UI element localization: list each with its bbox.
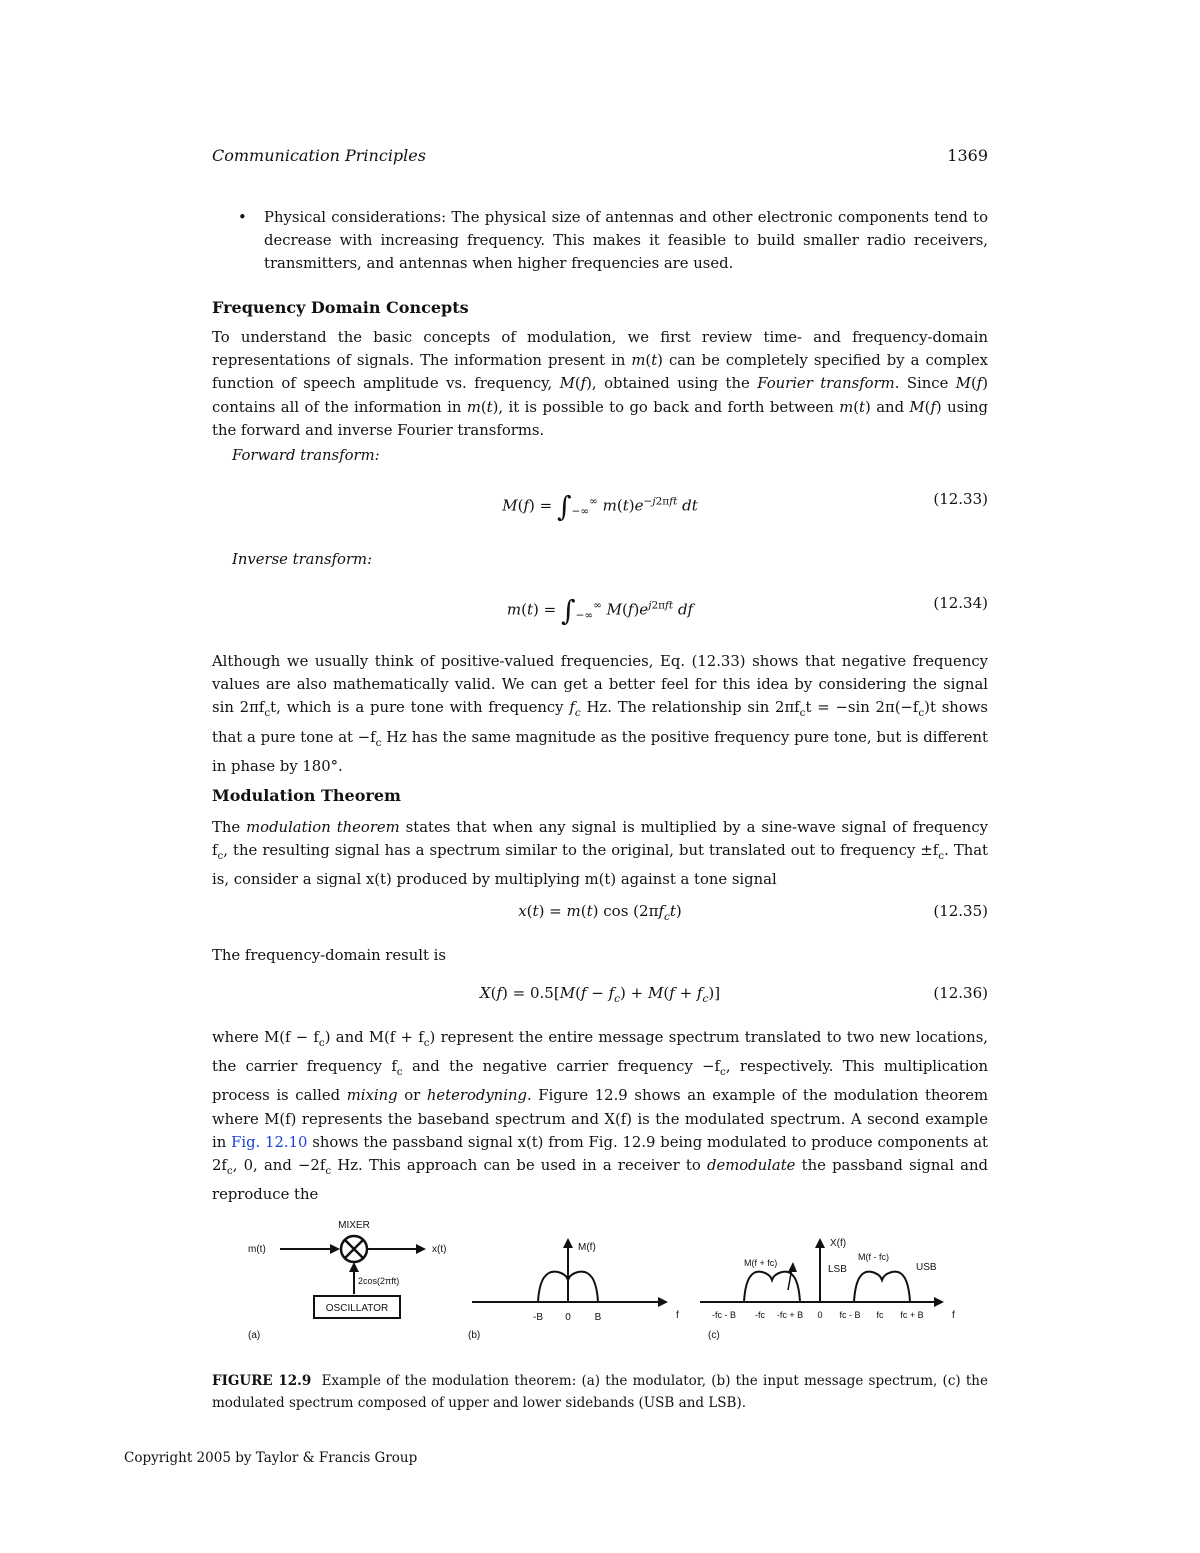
- copyright-footer: Copyright 2005 by Taylor & Francis Group: [124, 1450, 418, 1466]
- oscillator-signal: 2cos(2πft): [358, 1276, 400, 1286]
- heading-modulation-theorem: Modulation Theorem: [212, 786, 401, 805]
- x-axis-arrowhead: [934, 1297, 944, 1307]
- lower-lobe: [744, 1272, 800, 1302]
- paragraph-frequency-result: The frequency-domain result is: [212, 947, 446, 964]
- modulator-diagram: [248, 1220, 446, 1341]
- mixer-label: MIXER: [338, 1220, 370, 1231]
- heading-frequency-domain: Frequency Domain Concepts: [212, 298, 469, 317]
- y-label: M(f): [578, 1242, 596, 1253]
- output-label: x(t): [432, 1244, 447, 1255]
- tick-label: -fc - B: [712, 1310, 736, 1320]
- equation-12-34: $m(t) = \int_{-\infty}^\infty$ $M(f)e^{j2\pi ft}$ df (12.34): [506, 594, 988, 627]
- tick-label: fc: [876, 1310, 884, 1320]
- figure-12-10-link[interactable]: Fig. 12.10: [231, 1133, 308, 1151]
- equation-12-33: $M(f) = \int_{-\infty}^\infty$ $m(t)e^{-j2\pi ft}$ dt (12.33): [502, 490, 988, 523]
- tick-label: fc + B: [900, 1310, 924, 1320]
- output-arrowhead: [416, 1244, 426, 1254]
- figure-svg: [212, 1206, 988, 1346]
- forward-transform-label: Forward transform:: [232, 447, 380, 464]
- left-lobe-label: M(f + fc): [744, 1258, 778, 1268]
- equation-number: (12.33): [933, 490, 988, 508]
- equation-number: (12.36): [933, 984, 988, 1002]
- input-arrowhead: [330, 1244, 340, 1254]
- y-label: X(f): [830, 1238, 847, 1249]
- paragraph-mixing: where $M(f - f_c)$ and $M(f + f_c)$ represent the entire message spectrum translated to two new locations, the carrier frequency $f_c$ and the negative carrier frequency $-f_c$, respectively. This multiplication process is called mixing or heterodyning. Figure 12.9 shows an example of the modulation theorem where M(f) represents the baseband spectrum and X(f) is the modulated spectrum. A second example in Fig. 12.10 shows the passband signal x(t) from Fig. 12.9 being modulated to produce components at $2f_c$, 0, and $-2f_c$ Hz. This approach can be used in a receiver to demodulate the passband signal and reproduce the: [212, 1029, 989, 1204]
- oscillator-label: OSCILLATOR: [325, 1303, 389, 1314]
- equation-12-35: x(t) = m(t) $\cos (2\pi f_ct)$ (12.35): [518, 902, 988, 923]
- x-label: f: [676, 1310, 679, 1321]
- tick-label: -fc: [755, 1310, 765, 1320]
- page-number: 1369: [947, 146, 988, 165]
- equation-number: (12.34): [933, 594, 988, 612]
- usb-label: USB: [916, 1262, 937, 1273]
- y-axis-arrowhead: [815, 1238, 825, 1248]
- bullet-item: [238, 206, 988, 276]
- tick-label: fc - B: [839, 1310, 861, 1320]
- caption-text: Example of the modulation theorem: (a) the modulator, (b) the input message spectrum, (c) the modulated spectrum composed of upper and lower sidebands (USB and LSB).: [212, 1373, 988, 1411]
- equation-number: (12.35): [933, 902, 988, 920]
- upper-lobe: [854, 1272, 910, 1302]
- lsb-label: LSB: [828, 1264, 847, 1275]
- panel-c-tag: (c): [708, 1330, 720, 1341]
- paragraph-negative-frequency: Although we usually think of positive-valued frequencies, Eq. (12.33) shows that negative frequency values are also mathematically valid. We can get a better feel for this idea by considering the signal $\sin 2\pi f_ct$, which is a pure tone with frequency $f_c$ Hz. The relationship $\sin 2\pi f_ct = -\sin$ $2\pi(-f_c)t$ shows that a pure tone at $-f_c$ Hz has the same magnitude as the positive frequency pure tone, but is different in phase by 180°.: [212, 653, 989, 775]
- paragraph-modulation-theorem: The modulation theorem states that when any signal is multiplied by a sine-wave signal of frequency $f_c$, the resulting signal has a spectrum similar to the original, but translated out to frequency $\pm f_c$. That is, consider a signal x(t) produced by multiplying m(t) against a tone signal: [212, 819, 989, 889]
- oscillator-arrowhead: [349, 1262, 359, 1272]
- panel-a-tag: (a): [248, 1330, 261, 1341]
- equation-12-36: $X(f) = 0.5[M(f - f_c) + M(f + f_c)]$ (12.36): [479, 984, 988, 1005]
- paragraph-frequency-domain: To understand the basic concepts of modulation, we first review time- and frequency-domain representations of signals. The information present in m(t) can be completely specified by a complex function of speech amplitude vs. frequency, M(f), obtained using the Fourier transform. Since M(f) contains all of the information in m(t), it is possible to go back and forth between m(t) and M(f) using the forward and inverse Fourier transforms.: [212, 329, 989, 439]
- tick-label: B: [594, 1312, 602, 1323]
- right-lobe-label: M(f - fc): [858, 1252, 889, 1262]
- bullet-text: Physical considerations: The physical size of antennas and other electronic components tend to decrease with increasing frequency. This makes it feasible to build smaller radio receivers, transmitters, and antennas when higher frequencies are used.: [264, 209, 988, 273]
- tick-label: 0: [565, 1312, 571, 1323]
- modulated-spectrum: [700, 1238, 955, 1341]
- input-label: m(t): [248, 1244, 266, 1255]
- y-axis-arrowhead: [563, 1238, 573, 1248]
- fourier-term: Fourier transform: [757, 375, 895, 393]
- x-axis-arrowhead: [658, 1297, 668, 1307]
- figure-caption: [212, 1370, 988, 1414]
- tick-label: 0: [817, 1310, 823, 1320]
- tick-label: -B: [533, 1312, 543, 1323]
- figure-12-9: [212, 1206, 988, 1346]
- inverse-transform-label: Inverse transform:: [232, 551, 373, 568]
- bullet-icon: •: [238, 209, 247, 226]
- panel-b-tag: (b): [468, 1330, 481, 1341]
- tick-label: -fc + B: [776, 1310, 804, 1320]
- running-header: [212, 146, 988, 172]
- caption-label: FIGURE 12.9: [212, 1373, 312, 1389]
- x-label: f: [952, 1310, 955, 1321]
- header-title: Communication Principles: [212, 146, 426, 165]
- message-spectrum: [468, 1238, 679, 1341]
